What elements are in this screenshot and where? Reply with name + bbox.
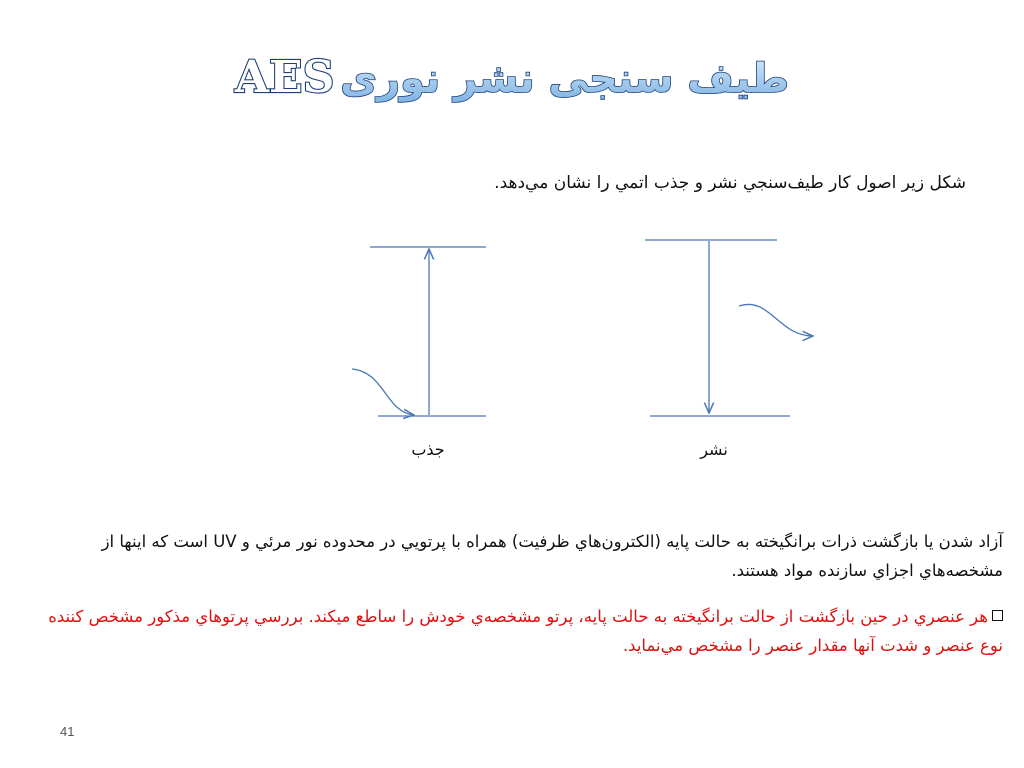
- checkbox-bullet-icon: [992, 610, 1003, 621]
- emission-label: نشر: [700, 440, 728, 459]
- highlight-paragraph: [33, 602, 1003, 660]
- page-number: 41: [60, 724, 75, 739]
- body-paragraph: آزاد شدن يا بازگشت ذرات برانگيخته به حالت پايه (الکترون‌هاي ظرفيت) همراه با پرتويي در محدوده نور مرئي و UV است که اينها از مشخصه‌هاي اجزاي سازنده مواد هستند.: [101, 532, 1003, 580]
- title-persian: طیف سنجی نشر نوری: [340, 56, 790, 102]
- absorption-incoming-photon-arrow: [352, 369, 414, 415]
- highlight-paragraph-text: هر عنصري در حين بازگشت از حالت برانگيخته به حالت پايه، پرتو مشخصه‌ي خودش را ساطع ميكند. بررسي پرتوهاي مذكور مشخص کننده نوع عنصر و شدت آنها مقدار عنصر را مشخص مي‌نمايد.: [48, 607, 1003, 655]
- figure-caption: شکل زیر اصول کار طیف‌سنجي نشر و جذب اتمي را نشان مي‌دهد.: [494, 173, 966, 193]
- absorption-diagram: [352, 247, 486, 416]
- absorption-label: جذب: [411, 440, 445, 459]
- emission-diagram: [645, 240, 813, 416]
- title-latin: AES: [234, 52, 335, 103]
- emission-outgoing-photon-arrow: [739, 304, 813, 336]
